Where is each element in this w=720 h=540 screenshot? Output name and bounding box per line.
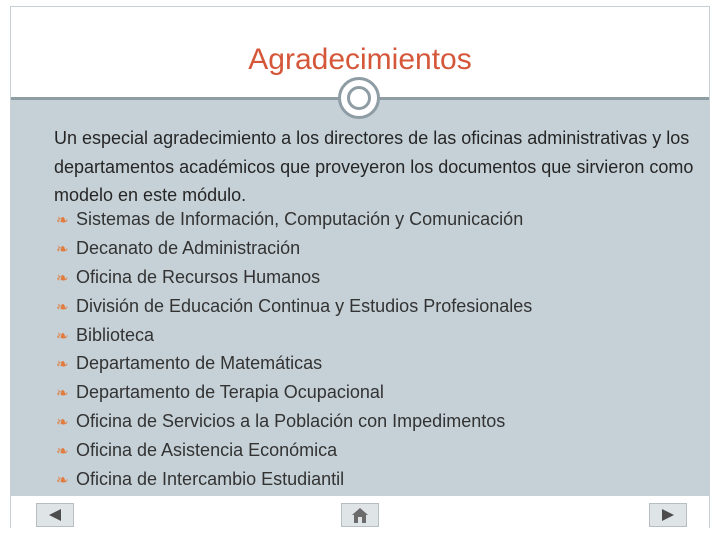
list-item [56,205,532,234]
list-item [56,321,532,350]
list-item [56,263,532,292]
list-item [56,378,532,407]
list-item [56,465,532,494]
list-item-label: Oficina de Recursos Humanos [76,266,321,287]
list-item-label: Biblioteca [76,324,155,345]
list-item [56,292,532,321]
list-item-label: Oficina de Intercambio Estudiantil [76,469,345,490]
list-item [56,349,532,378]
list-item [56,407,532,436]
bullet-icon: ❧ [56,269,69,287]
bullet-icon: ❧ [56,212,69,229]
bullet-icon: ❧ [56,414,69,432]
slide-title: Agradecimientos [248,43,472,76]
intro-text: Un especial agradecimiento a los directores de las oficinas administrativas y los departamentos académicos que proveyeron los documentos que sirvieron como modelo en este módulo. [54,128,694,205]
ring-inner-circle [347,86,371,110]
acknowledgement-list [56,205,532,494]
list-item-label: Oficina de Servicios a la Población con Impedimentos [76,411,506,432]
list-item-label: Oficina de Asistencia Económica [76,440,338,461]
list-item-label: Departamento de Matemáticas [76,353,323,374]
next-button[interactable] [649,503,687,527]
home-icon [350,506,370,524]
left-arrow-icon [47,508,63,522]
previous-button[interactable] [36,503,74,527]
list-item [56,436,532,465]
list-item-label: Departamento de Terapia Ocupacional [76,382,384,403]
list-item-label: Decanato de Administración [76,237,301,258]
bullet-icon: ❧ [56,443,69,461]
home-button[interactable] [341,503,379,527]
bullet-icon: ❧ [56,327,69,345]
bullet-icon: ❧ [56,356,69,374]
bullet-icon: ❧ [56,298,69,316]
bullet-icon: ❧ [56,385,69,403]
list-item-label: Sistemas de Información, Computación y Comunicación [76,209,524,229]
list-item [56,234,532,263]
divider-ring-icon [338,77,380,119]
bullet-icon: ❧ [56,472,69,490]
bullet-icon: ❧ [56,240,69,258]
right-arrow-icon [660,508,676,522]
list-item-label: División de Educación Continua y Estudios Profesionales [76,295,533,316]
